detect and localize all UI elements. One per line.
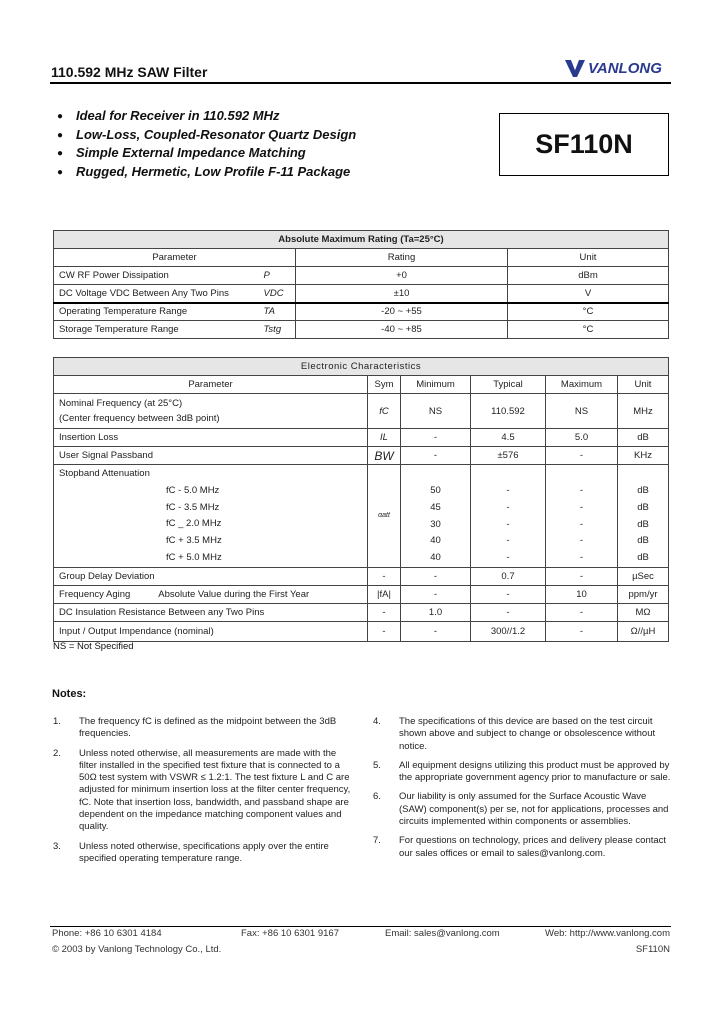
unit-cell: µSec xyxy=(618,567,669,585)
footer-fax: Fax: +86 10 6301 9167 xyxy=(241,928,339,939)
rating-cell: ±10 xyxy=(296,285,508,303)
note-text: Unless noted otherwise, specifications apply over the entire specified operating temperature range. xyxy=(79,840,329,864)
value: - xyxy=(506,552,510,564)
note-item xyxy=(53,716,355,741)
value: - xyxy=(579,535,584,547)
note-number: 4. xyxy=(373,716,381,727)
symbol-cell: TA xyxy=(259,303,296,321)
unit-cell: °C xyxy=(508,321,669,339)
bullet-icon: ● xyxy=(57,129,64,141)
footer-copyright: © 2003 by Vanlong Technology Co., Ltd. xyxy=(52,944,222,955)
symbol-cell: fC xyxy=(368,394,401,429)
table-row xyxy=(54,585,669,603)
typ-cell: ±576 xyxy=(471,447,546,465)
document-title: 110.592 MHz SAW Filter xyxy=(51,64,208,80)
stopband-offset: fC - 3.5 MHz xyxy=(166,501,220,513)
min-cell: - xyxy=(401,567,471,585)
symbol-cell: IL xyxy=(368,429,401,447)
max-cell: - xyxy=(546,567,618,585)
value: - xyxy=(506,485,510,496)
footer-email[interactable]: Email: sales@vanlong.com xyxy=(385,928,500,939)
table-row xyxy=(54,303,669,321)
table-row xyxy=(54,285,669,303)
table-row xyxy=(54,429,669,447)
value: - xyxy=(506,501,510,513)
table-header-row xyxy=(54,249,669,267)
feature-item xyxy=(57,164,356,183)
symbol-cell: - xyxy=(368,567,401,585)
symbol-cell: |fA| xyxy=(368,585,401,603)
column-header: Parameter xyxy=(54,376,368,394)
unit-cell: MΩ xyxy=(618,603,669,621)
footer-divider xyxy=(50,926,671,927)
param-subtext: (Center frequency between 3dB point) xyxy=(59,413,220,424)
param-text: Frequency Aging xyxy=(59,588,131,600)
value: dB xyxy=(637,485,649,496)
absolute-maximum-rating-table xyxy=(53,230,669,339)
min-cell: - xyxy=(401,447,471,465)
table-row xyxy=(54,267,669,285)
note-text: The specifications of this device are based on the test circuit shown above and subject to change or obsolescence without notice. xyxy=(399,716,656,752)
unit-cell xyxy=(618,465,669,568)
feature-item xyxy=(57,145,356,164)
symbol-cell: VDC xyxy=(259,285,296,303)
note-text: Unless noted otherwise, all measurements are made with the filter installed in the specified test fixture that is connected to a 50Ω test system with VSWR ≤ 1.2:1. The test fixture L and C are adjusted for minimum insertion loss at the filter center frequency, fC. Note that insertion loss, bandwidth, and passband shape are dependent on the impedance matching component values and quality. xyxy=(79,747,351,833)
column-header: Parameter xyxy=(54,249,296,267)
notes-heading: Notes: xyxy=(52,688,87,700)
typ-cell: 110.592 xyxy=(471,394,546,429)
value: 45 xyxy=(430,501,441,513)
max-cell: 5.0 xyxy=(546,429,618,447)
footer-phone: Phone: +86 10 6301 4184 xyxy=(52,928,162,939)
stopband-offset: fC - 5.0 MHz xyxy=(166,484,220,496)
value: 50 xyxy=(430,485,441,496)
param-cell: Operating Temperature Range xyxy=(54,303,259,321)
note-item xyxy=(53,841,355,866)
column-header: Typical xyxy=(471,376,546,394)
logo-text: VANLONG xyxy=(588,60,662,77)
table-title-row xyxy=(54,358,669,376)
feature-text: Low-Loss, Coupled-Resonator Quartz Design xyxy=(76,126,357,142)
min-cell: 1.0 xyxy=(401,603,471,621)
header-divider xyxy=(50,82,671,84)
value: dB xyxy=(637,518,649,530)
value: - xyxy=(506,535,510,547)
electronic-characteristics-table xyxy=(53,357,669,642)
typ-cell: 0.7 xyxy=(471,567,546,585)
note-item xyxy=(373,760,675,785)
value: dB xyxy=(637,501,649,513)
table-row xyxy=(54,394,669,429)
symbol-cell: αatt xyxy=(368,465,401,568)
param-cell: Group Delay Deviation xyxy=(54,567,368,585)
column-header: Rating xyxy=(296,249,508,267)
min-cell: NS xyxy=(401,394,471,429)
note-number: 6. xyxy=(373,791,381,803)
value: 30 xyxy=(430,518,441,530)
bullet-icon: ● xyxy=(57,111,64,122)
note-item xyxy=(53,748,355,834)
symbol-cell: - xyxy=(368,621,401,641)
stopband-offset: fC _ 2.0 MHz xyxy=(166,518,222,530)
param-cell: User Signal Passband xyxy=(54,447,368,465)
param-cell xyxy=(54,585,368,603)
note-text: The frequency fC is defined as the midpoint between the 3dB frequencies. xyxy=(79,716,337,740)
max-cell: - xyxy=(546,447,618,465)
note-number: 7. xyxy=(373,835,381,847)
typ-cell: - xyxy=(471,585,546,603)
bullet-icon: ● xyxy=(57,167,64,179)
table-row xyxy=(54,621,669,641)
note-text: All equipment designs utilizing this product must be approved by the appropriate government agency prior to manufacture or sale. xyxy=(399,759,671,784)
param-text: Nominal Frequency (at 25°C) xyxy=(59,398,183,409)
column-header: Unit xyxy=(618,376,669,394)
param-cell xyxy=(54,394,368,429)
feature-item xyxy=(57,108,356,127)
unit-cell: dB xyxy=(618,429,669,447)
feature-text: Ideal for Receiver in 110.592 MHz xyxy=(76,108,280,123)
unit-cell: Ω//µH xyxy=(618,621,669,641)
param-cell: Insertion Loss xyxy=(54,429,368,447)
unit-cell: dBm xyxy=(508,267,669,285)
note-number: 1. xyxy=(53,716,61,727)
symbol-cell: Tstg xyxy=(259,321,296,339)
note-text: Our liability is only assumed for the Surface Acoustic Wave (SAW) component(s) per se, not for applications, processes and circuits implemented within components or assemblies. xyxy=(399,791,669,828)
unit-cell: MHz xyxy=(618,394,669,429)
typ-cell: - xyxy=(471,603,546,621)
max-cell: - xyxy=(546,603,618,621)
column-header: Sym xyxy=(368,376,401,394)
max-cell: - xyxy=(546,621,618,641)
column-header: Minimum xyxy=(401,376,471,394)
column-header: Maximum xyxy=(546,376,618,394)
vanlong-logo xyxy=(565,60,662,77)
value: 40 xyxy=(430,552,441,564)
note-number: 3. xyxy=(53,840,61,852)
table-row xyxy=(54,321,669,339)
table-title: Electronic Characteristics xyxy=(54,358,669,376)
value: - xyxy=(579,552,584,564)
stopband-offset: fC + 5.0 MHz xyxy=(166,551,222,563)
rating-cell: +0 xyxy=(296,267,508,285)
param-cell: DC Voltage VDC Between Any Two Pins xyxy=(54,285,259,303)
symbol-cell: - xyxy=(368,603,401,621)
param-text: Stopband Attenuation xyxy=(59,468,150,479)
min-cell: - xyxy=(401,585,471,603)
param-cell xyxy=(54,465,368,568)
symbol-cell: P xyxy=(259,267,296,285)
param-cell: CW RF Power Dissipation xyxy=(54,267,259,285)
table-row-stopband xyxy=(54,465,669,568)
param-subtext: Absolute Value during the First Year xyxy=(158,588,310,600)
min-cell: - xyxy=(401,621,471,641)
table-row xyxy=(54,567,669,585)
table-row xyxy=(54,447,669,465)
max-cell: 10 xyxy=(546,585,618,603)
feature-text: Rugged, Hermetic, Low Profile F-11 Package xyxy=(76,164,351,180)
table-header-row xyxy=(54,376,669,394)
param-cell: Storage Temperature Range xyxy=(54,321,259,339)
table-row xyxy=(54,603,669,621)
unit-cell: KHz xyxy=(618,447,669,465)
notes-column-left xyxy=(53,716,355,865)
rating-cell: -20 ~ +55 xyxy=(296,303,508,321)
notes-column-right xyxy=(373,716,675,860)
min-cell xyxy=(401,465,471,568)
symbol-cell: BW xyxy=(368,447,401,465)
note-text: For questions on technology, prices and delivery please contact our sales offices or email to sales@vanlong.com. xyxy=(399,835,667,859)
value: 40 xyxy=(430,535,441,547)
value: - xyxy=(579,485,584,496)
value: dB xyxy=(637,535,649,547)
stopband-offset: fC + 3.5 MHz xyxy=(166,535,222,547)
table-title: Absolute Maximum Rating (Ta=25°C) xyxy=(54,231,669,249)
unit-cell: ppm/yr xyxy=(618,585,669,603)
typ-cell: 300//1.2 xyxy=(471,621,546,641)
min-cell: - xyxy=(401,429,471,447)
column-header: Unit xyxy=(508,249,669,267)
param-cell: DC Insulation Resistance Between any Two Pins xyxy=(54,603,368,621)
typ-cell xyxy=(471,465,546,568)
logo-v-icon xyxy=(565,60,585,77)
bullet-icon: ● xyxy=(57,148,64,160)
max-cell xyxy=(546,465,618,568)
part-number-box: SF110N xyxy=(499,113,669,176)
feature-text: Simple External Impedance Matching xyxy=(76,145,306,161)
table-title-row xyxy=(54,231,669,249)
typ-cell: 4.5 xyxy=(471,429,546,447)
table-footnote: NS = Not Specified xyxy=(53,641,134,652)
value: dB xyxy=(637,552,649,564)
rating-cell: -40 ~ +85 xyxy=(296,321,508,339)
feature-list xyxy=(57,108,356,183)
unit-cell: V xyxy=(508,285,669,303)
unit-cell: °C xyxy=(508,303,669,321)
feature-item xyxy=(57,127,356,146)
note-item xyxy=(373,716,675,753)
note-item xyxy=(373,791,675,828)
footer-web[interactable]: Web: http://www.vanlong.com xyxy=(545,928,670,939)
footer-part-number: SF110N xyxy=(635,944,670,955)
max-cell: NS xyxy=(546,394,618,429)
note-item xyxy=(373,835,675,860)
value: - xyxy=(506,518,510,530)
value: - xyxy=(579,501,584,513)
note-number: 5. xyxy=(373,759,381,771)
value: - xyxy=(579,518,584,530)
param-cell: Input / Output Impendance (nominal) xyxy=(54,621,368,641)
note-number: 2. xyxy=(53,747,61,759)
